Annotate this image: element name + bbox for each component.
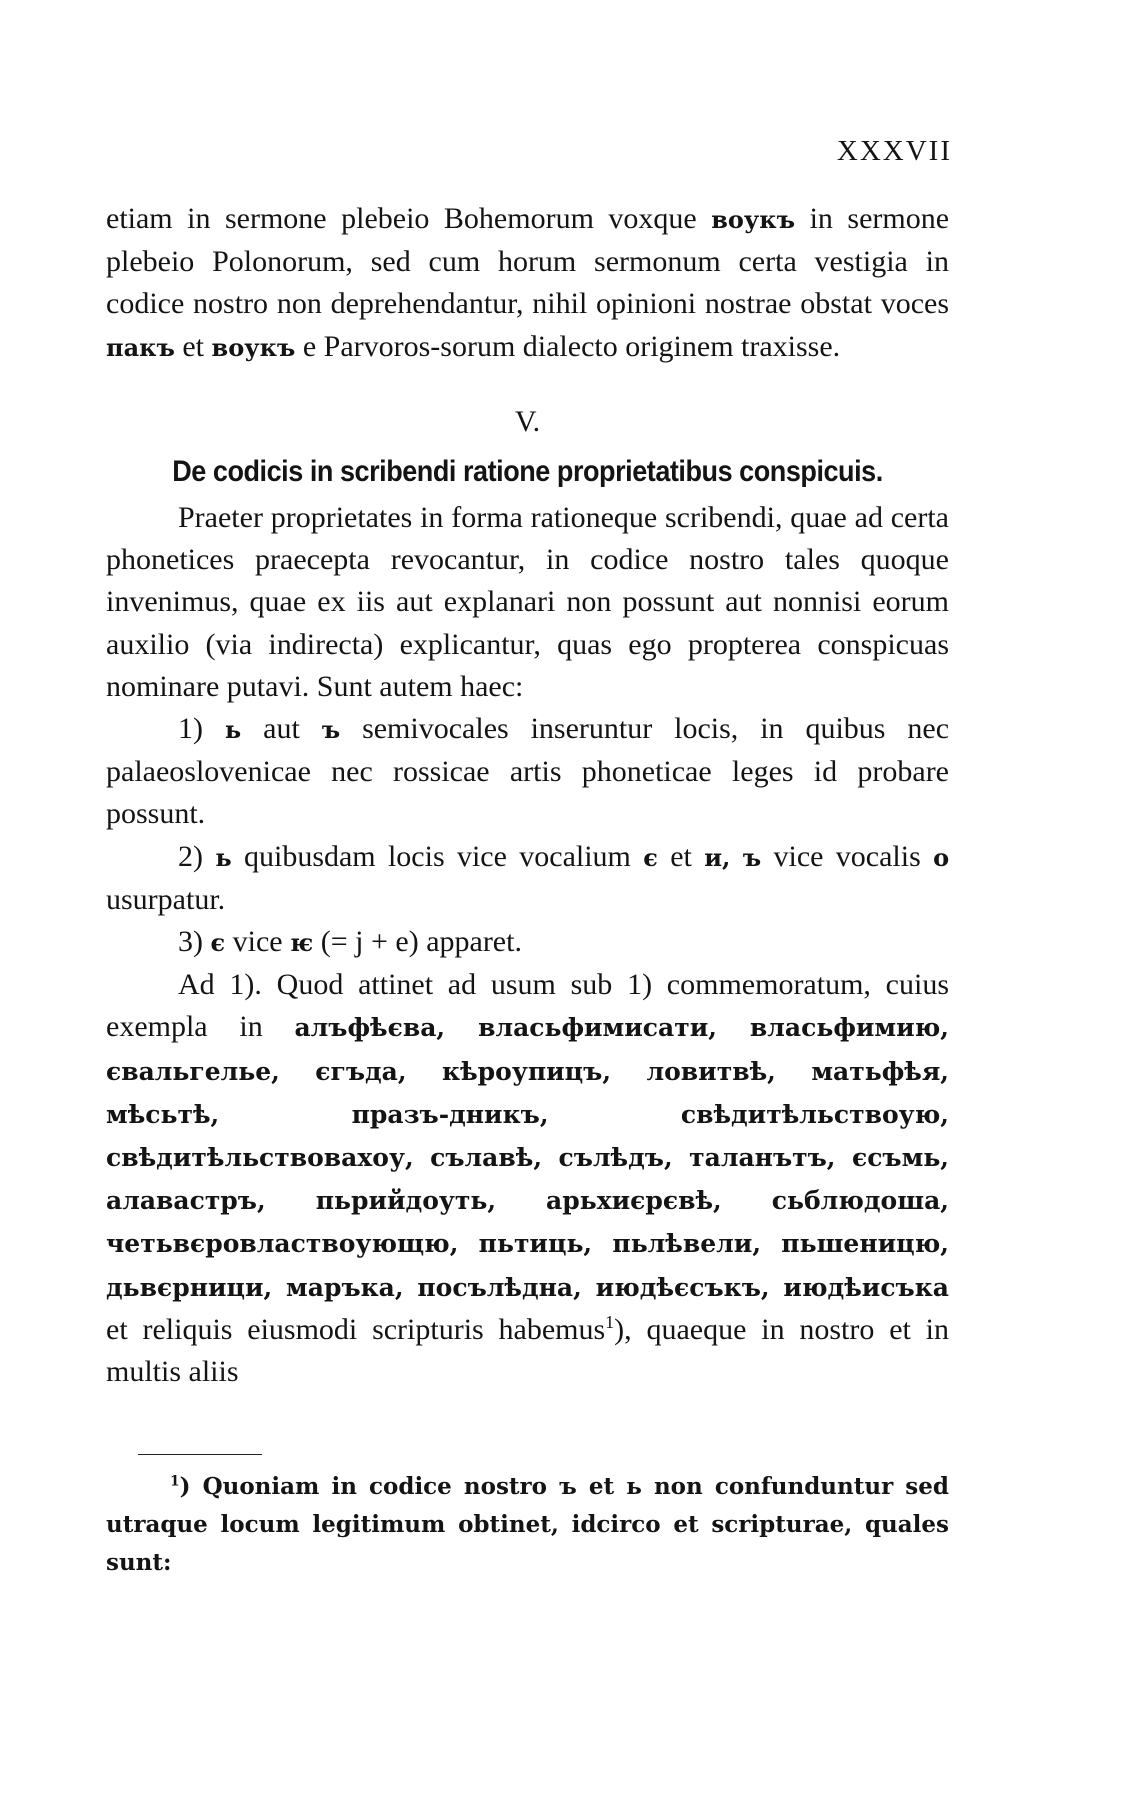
text-run: aut bbox=[263, 712, 300, 746]
slavonic-letter: о bbox=[933, 842, 950, 872]
slavonic-letter: є bbox=[210, 928, 226, 958]
slavonic-word-list: алъфѣєва, власьфимисати, власьфимию, євальгелье, єгъда, кѣроупицъ, ловитвѣ, матьфѣя, мѣсьтѣ, празъ-дникъ, свѣдитѣльствоую, свѣдитѣльствовахоу, сълавѣ, сълѣдъ, таланътъ, єсъмь, алавастръ, пьрийдоуть, арьхиєрєвѣ, сьблюдоша, четьвєровластвоующю, пьтиць, пьлѣвели, пьшеницю, дьвєрници, маръка, посълѣдна, июдѣєсъкъ, июдѣисъка bbox=[106, 1013, 950, 1302]
paragraph-continuation bbox=[106, 198, 949, 369]
paragraph-examples bbox=[106, 964, 949, 1393]
text-run: ) Quoniam in codice nostro bbox=[179, 1473, 548, 1500]
text-run: vice bbox=[232, 925, 283, 959]
slavonic-word: воукъ bbox=[711, 205, 796, 234]
slavonic-letter: ъ bbox=[742, 842, 762, 872]
slavonic-letter: ѥ bbox=[290, 928, 314, 958]
slavonic-letter: ь bbox=[626, 1473, 642, 1500]
section-title: De codicis in scribendi ratione proprietatibus conspicuis. bbox=[172, 454, 883, 488]
text-run: semivocales inseruntur locis, in quibus nec palaeoslovenicae nec rossicae artis phoneticae leges id probare possunt. bbox=[106, 712, 950, 831]
text-run: et reliquis eiusmodi scripturis habemus bbox=[106, 1312, 606, 1346]
paragraph-intro: Praeter proprietates in forma rationeque scribendi, quae ad certa phonetices praecepta revocantur, in codice nostro tales quoque invenimus, quae ex iis aut explanari non possunt aut nonnisi eorum auxilio (via indirecta) explicantur, quas ego propterea conspicuas nominare putavi. Sunt autem haec: bbox=[106, 501, 949, 703]
footnote bbox=[106, 1468, 949, 1582]
text-run: (= j + e) apparet. bbox=[320, 925, 522, 959]
text-run: et bbox=[182, 329, 205, 363]
list-item-1 bbox=[106, 708, 949, 836]
slavonic-letter: ъ bbox=[321, 715, 341, 745]
text-run: etiam in sermone plebeio Bohemorum voxque bbox=[106, 202, 697, 235]
list-item-3 bbox=[106, 921, 949, 964]
main-text bbox=[106, 198, 949, 1393]
footnote-reference: 1 bbox=[605, 1311, 615, 1332]
item-number: 1) bbox=[178, 712, 203, 746]
text-run: usurpatur. bbox=[106, 882, 226, 916]
section-number: V. bbox=[514, 404, 541, 438]
text-run: et bbox=[670, 839, 692, 873]
slavonic-letter: ъ bbox=[559, 1473, 577, 1500]
list-item-2 bbox=[106, 836, 949, 921]
text-run: et bbox=[588, 1473, 615, 1500]
footnote-mark: 1 bbox=[170, 1473, 180, 1490]
slavonic-word: пакъ bbox=[106, 332, 175, 362]
item-number: 3) bbox=[178, 925, 203, 959]
slavonic-word: воукъ bbox=[211, 332, 296, 362]
slavonic-letter: ь bbox=[224, 715, 242, 745]
text-run: quibusdam locis vice vocalium bbox=[243, 839, 631, 873]
slavonic-letter: и, bbox=[704, 842, 731, 872]
text-run: in sermone plebeio Polonorum, sed cum horum sermonum certa vestigia in codice nostro non deprehendantur, nihil opinioni nostrae obstat voces bbox=[106, 202, 950, 321]
footnote-divider bbox=[138, 1454, 262, 1455]
slavonic-letter: є bbox=[643, 842, 658, 872]
text-run: ), quaeque in nostro et in multis aliis bbox=[106, 1312, 949, 1389]
text-run: e Parvoros-sorum dialecto originem traxisse. bbox=[302, 329, 841, 363]
slavonic-letter: ь bbox=[215, 842, 232, 872]
page-number: XXXVII bbox=[836, 135, 952, 167]
text-run: Ad 1). Quod attinet ad usum sub 1) commemoratum, cuius exempla in bbox=[106, 968, 949, 1044]
text-run: vice vocalis bbox=[773, 839, 921, 873]
text-run: non confunduntur sed utraque locum legitimum obtinet, idcirco et scripturae, quales sunt: bbox=[106, 1473, 949, 1576]
item-number: 2) bbox=[178, 839, 203, 873]
